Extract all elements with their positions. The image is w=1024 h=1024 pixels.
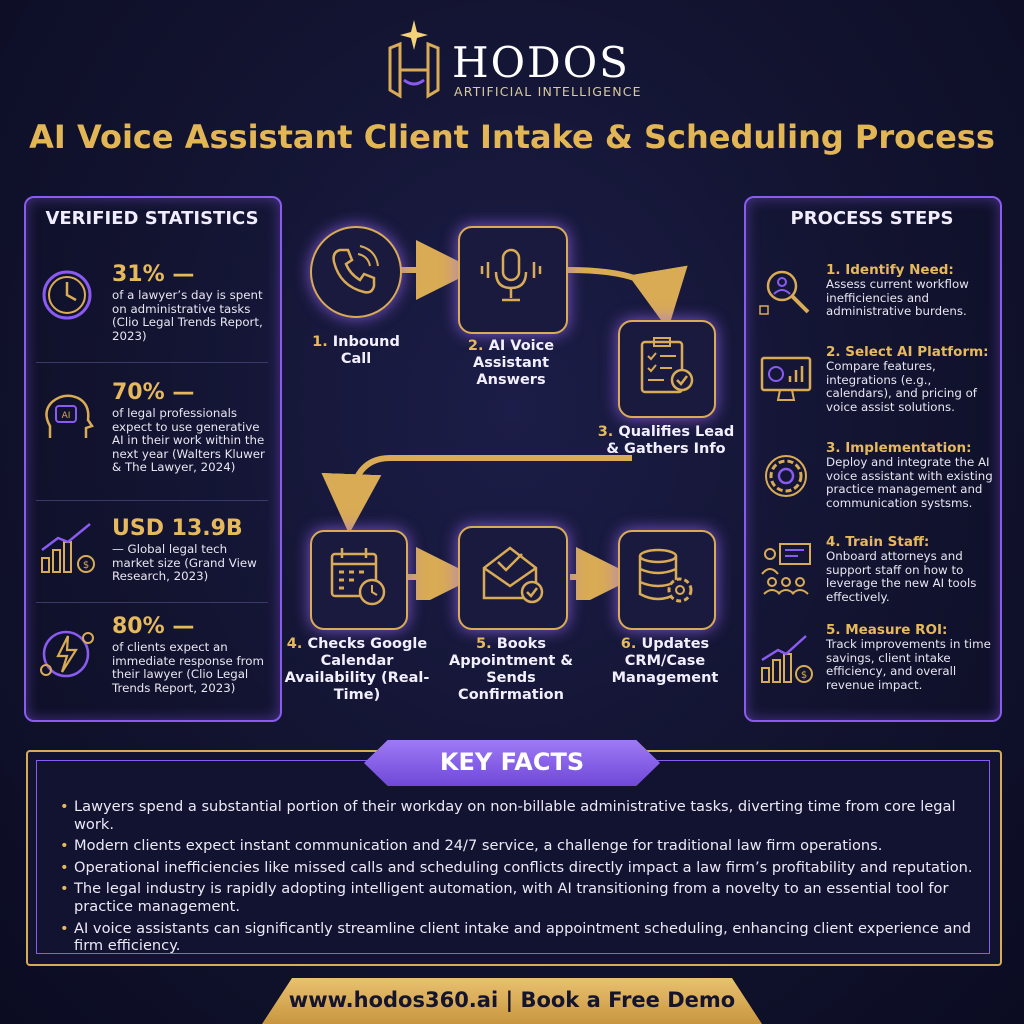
clipboard-icon [634,334,696,398]
step-text: Onboard attorneys and support staff on how to leverage the new AI tools effectively. [826,549,977,604]
list-item: • AI voice assistants can significantly streamline client intake and appointment scheduling, enhancing client experience and firm efficiency. [60,920,980,955]
key-facts-list [60,798,980,959]
phone-icon [326,242,384,300]
instant-response-icon [38,624,98,682]
stat-text: of legal professionals expect to use generative AI in their work within the next year (Walters Kluwer & The Lawyer, 2024) [112,406,265,474]
statistics-heading: VERIFIED STATISTICS [45,208,259,229]
training-icon [758,540,814,596]
arrow-3-to-4 [350,458,632,510]
stat-item [112,614,268,695]
list-item: • Lawyers spend a substantial portion of their workday on non-billable administrative tasks, diverting time from core legal work. [60,798,980,833]
analysis-icon [758,262,814,318]
stat-text: — Global legal tech market size (Grand View Research, 2023) [112,542,257,583]
divider [36,602,268,603]
svg-text:$: $ [82,560,90,571]
brand-name: HODOS [452,38,630,87]
step-text: Compare features, integrations (e.g., calendars), and pricing of voice assist solutions. [826,359,977,414]
stat-item [112,380,268,475]
step-title: 1. Identify Need: [826,262,954,278]
key-facts-heading: KEY FACTS [439,748,585,776]
database-icon [632,544,698,610]
arrow-2-to-3 [568,270,664,306]
stat-item [112,516,268,584]
stat-value: USD 13.9B [112,516,243,541]
flow-label: 2. AI Voice Assistant Answers [467,338,555,388]
step-title: 4. Train Staff: [826,534,930,550]
list-item: • Operational inefficiencies like missed calls and scheduling conflicts directly impact a law firm’s profitability and reputation. [60,859,980,877]
footer-cta-link[interactable]: www.hodos360.ai | Book a Free Demo [288,988,736,1012]
stat-value: 80% — [112,614,195,639]
envelope-icon [478,540,546,608]
step-title: 2. Select AI Platform: [826,344,989,360]
brand-subtitle: ARTIFICIAL INTELLIGENCE [454,84,642,99]
process-heading: PROCESS STEPS [790,208,954,229]
step-title: 3. Implementation: [826,440,972,456]
stat-value: 70% — [112,380,195,405]
microphone-icon [476,242,546,312]
roi-chart-icon [758,630,814,686]
svg-text:$: $ [800,670,808,681]
gear-icon [758,448,814,504]
process-step [826,440,996,510]
clock-icon [40,268,94,322]
flow-label: 4. Checks Google Calendar Availability (Real-Time) [284,636,430,703]
step-text: Track improvements in time savings, client intake efficiency, and overall revenue impact. [826,637,991,692]
calendar-icon [326,544,390,610]
step-title: 5. Measure ROI: [826,622,948,638]
divider [36,362,268,363]
flow-label: 5. Books Appointment & Sends Confirmation [448,636,574,703]
ai-head-icon [38,390,96,448]
flow-label: 6. Updates CRM/Case Management [611,636,719,686]
process-step [826,622,994,692]
svg-text:AI: AI [61,411,71,421]
stat-item [112,262,268,343]
stat-text: of clients expect an immediate response from their lawyer (Clio Legal Trends Report, 2023) [112,640,264,695]
monitor-icon [758,352,814,408]
stat-text: of a lawyer’s day is spent on administrative tasks (Clio Legal Trends Report, 2023) [112,288,263,343]
page-title: AI Voice Assistant Client Intake & Scheduling Process [29,118,995,156]
list-item: • Modern clients expect instant communication and 24/7 service, a challenge for traditional law firm operations. [60,837,980,855]
step-text: Deploy and integrate the AI voice assistant with existing practice management and communication systsms. [826,455,993,510]
process-step [826,344,998,414]
divider [36,500,268,501]
process-step [826,262,996,319]
flow-label: 3. Qualifies Lead & Gathers Info [597,424,735,457]
stat-value: 31% — [112,262,195,287]
step-text: Assess current workflow inefficiencies and administrative burdens. [826,277,969,318]
growth-chart-icon [38,520,98,576]
list-item: • The legal industry is rapidly adopting intelligent automation, with AI transitioning from a novelty to an essential tool for practice management. [60,880,980,915]
hodos-logo-icon [386,18,442,108]
flow-label: 1. Inbound Call [312,334,400,367]
process-step [826,534,994,604]
